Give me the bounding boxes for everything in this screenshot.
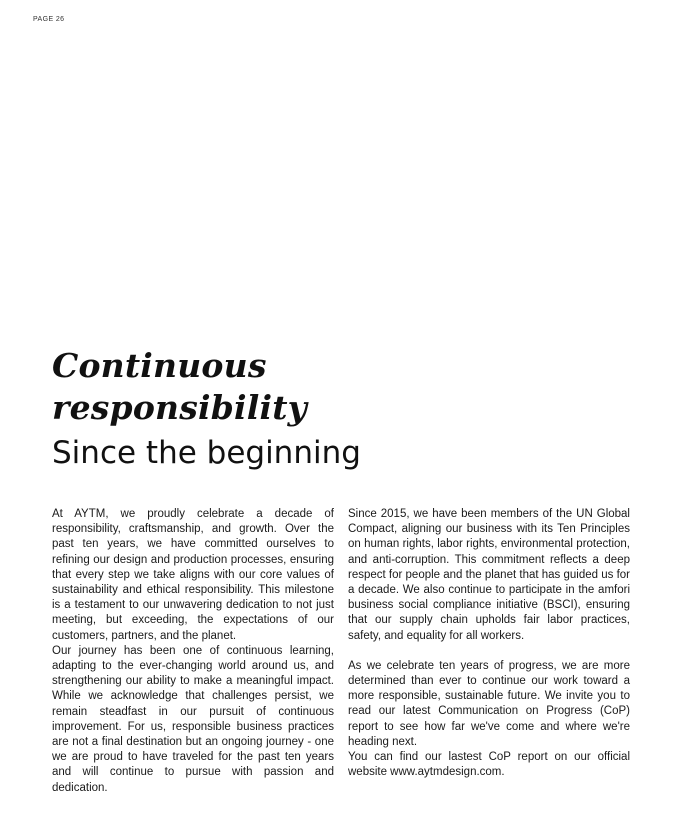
- body-column-left: [52, 507, 334, 796]
- section-heading: [52, 345, 612, 473]
- body-column-right: [348, 507, 630, 780]
- page-number: PAGE 26: [33, 16, 65, 23]
- body-paragraph: At AYTM, we proudly celebrate a decade of responsibility, craftsmanship, and growth. Over the past ten years, we have committed ourselves to refining our design and production processes, ensuring that every step we take aligns with our core values of sustainability and ethical responsibility. This milestone is a testament to our unwavering dedication to not just meeting, but exceeding, the expectations of our customers, partners, and the planet.: [52, 508, 334, 642]
- body-paragraph: As we celebrate ten years of progress, we are more determined than ever to continue our work toward a more responsible, sustainable future. We invite you to read our latest Communication on Progress (CoP) report to see how far we've come and where we're heading next.: [348, 659, 630, 748]
- heading-title-line-2: responsibility: [52, 388, 308, 427]
- body-paragraph: Our journey has been one of continuous learning, adapting to the ever-changing world around us, and strengthening our ability to make a meaningful impact. While we acknowledge that challenges persist, we remain steadfast in our pursuit of continuous improvement. For us, responsible business practices are not a final destination but an ongoing journey - one we are proud to have traveled for the past ten years and will continue to pursue with passion and dedication.: [52, 644, 334, 794]
- heading-subtitle: Since the beginning: [52, 435, 361, 471]
- heading-title-line-1: Continuous: [52, 346, 267, 385]
- body-paragraph-website: You can find our lastest CoP report on our official website www.aytmdesign.com.: [348, 751, 630, 779]
- body-paragraph: Since 2015, we have been members of the UN Global Compact, aligning our business with its Ten Principles on human rights, labor rights, environmental protection, and anti-corruption. This commitment reflects a deep respect for people and the planet that has guided us for a decade. We also continue to participate in the amfori business social compliance initiative (BSCI), ensuring that our supply chain upholds fair labor practices, safety, and equality for all workers.: [348, 508, 630, 642]
